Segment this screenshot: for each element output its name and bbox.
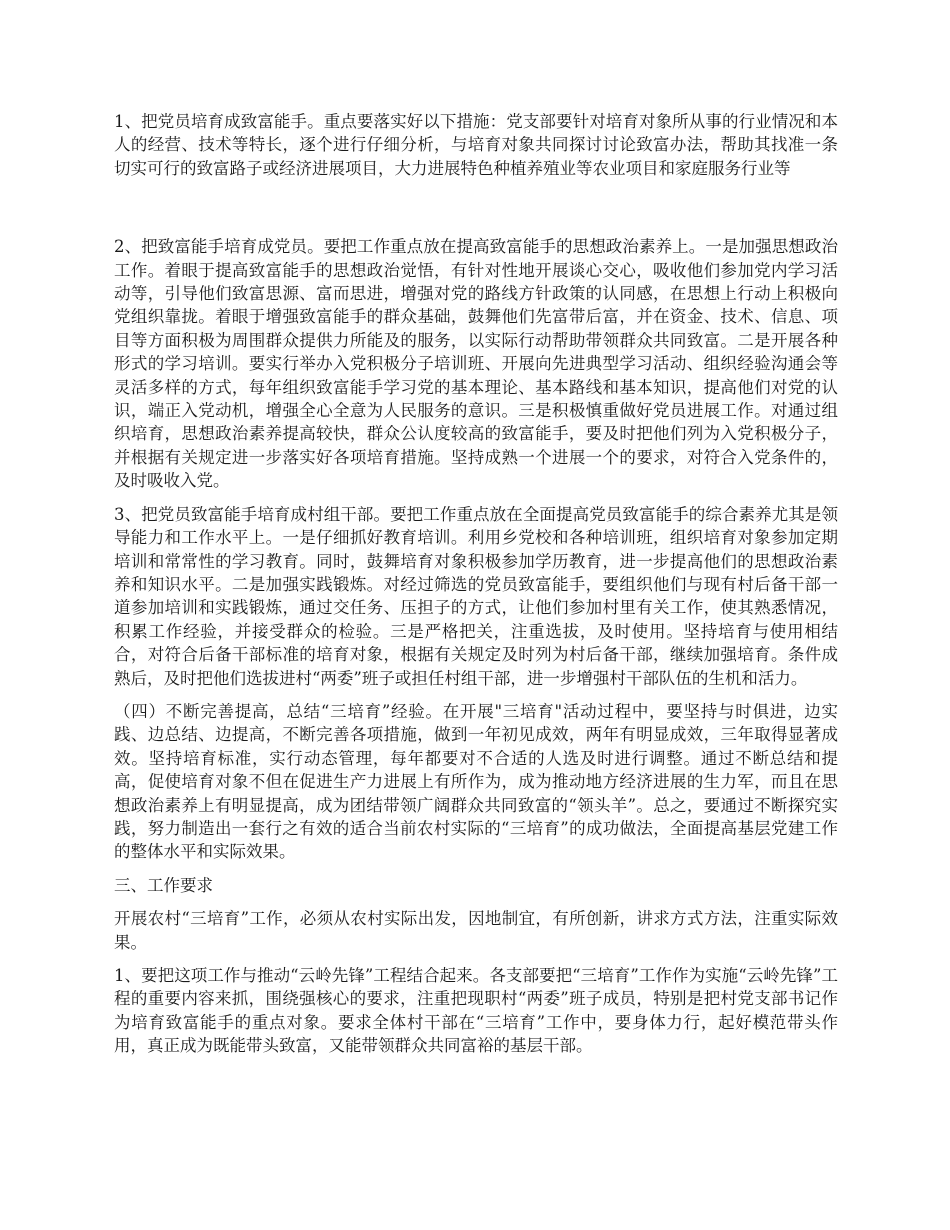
document-page bbox=[114, 110, 838, 1068]
paragraph-cultivate-rich-to-members: 2、把致富能手培育成党员。要把工作重点放在提高致富能手的思想政治素养上。一是加强思想政治工作。着眼于提高致富能手的思想政治觉悟，有针对性地开展谈心交心，吸收他们参加党内学习活动等，引导他们致富思源、富而思进，增强对党的路线方针政策的认同感，在思想上行动上积极向党组织靠拢。着眼于增强致富能手的群众基础，鼓舞他们先富带后富，并在资金、技术、信息、项目等方面积极为周围群众提供力所能及的服务，以实际行动帮助带领群众共同致富。二是开展各种形式的学习培训。要实行举办入党积极分子培训班、开展向先进典型学习活动、组织经验沟通会等灵活多样的方式，每年组织致富能手学习党的基本理论、基本路线和基本知识，提高他们对党的认识，端正入党动机，增强全心全意为人民服务的意识。三是积极慎重做好党员进展工作。对通过组织培育，思想政治素养提高较快，群众公认度较高的致富能手，要及时把他们列为入党积极分子，并根据有关规定进一步落实好各项培育措施。坚持成熟一个进展一个的要求，对符合入党条件的，及时吸收入党。 bbox=[114, 237, 838, 491]
paragraph-summarize-experience: （四）不断完善提高，总结“三培育”经验。在开展"三培育"活动过程中，要坚持与时俱进，边实践、边总结、边提高，不断完善各项措施，做到一年初见成效，两年有明显成效，三年取得显著成效。坚持培育标准，实行动态管理，每年都要对不合适的人选及时进行调整。通过不断总结和提高，促使培育对象不但在促进生产力进展上有所作为，成为推动地方经济进展的生力军，而且在思想政治素养上有明显提高，成为团结带领广阔群众共同致富的“领头羊”。总之，要通过不断探究实践，努力制造出一套行之有效的适合当前农村实际的“三培育”的成功做法，全面提高基层党建工作的整体水平和实际效果。 bbox=[114, 701, 838, 862]
paragraph-cultivate-party-members: 1、把党员培育成致富能手。重点要落实好以下措施：党支部要针对培育对象所从事的行业情况和本人的经营、技术等特长，逐个进行仔细分析，与培育对象共同探讨讨论致富办法，帮助其找准一条切实可行的致富路子或经济进展项目，大力进展特色种植养殖业等农业项目和家庭服务行业等 bbox=[114, 112, 838, 178]
paragraph-cultivate-village-cadres: 3、把党员致富能手培育成村组干部。要把工作重点放在全面提高党员致富能手的综合素养尤其是领导能力和工作水平上。一是仔细抓好教育培训。利用乡党校和各种培训班，组织培育对象参加定期培训和常常性的学习教育。同时，鼓舞培育对象积极参加学历教育，进一步提高他们的思想政治素养和知识水平。二是加强实践锻炼。对经过筛选的党员致富能手，要组织他们与现有村后备干部一道参加培训和实践锻炼，通过交任务、压担子的方式，让他们参加村里有关工作，使其熟悉情况，积累工作经验，并接受群众的检验。三是严格把关，注重选拔，及时使用。坚持培育与使用相结合，对符合后备干部标准的培育对象，根据有关规定及时列为村后备干部，继续加强培育。条件成熟后，及时把他们选拔进村“两委”班子或担任村组干部，进一步增强村干部队伍的生机和活力。 bbox=[114, 504, 838, 688]
paragraph-requirement-one: 1、要把这项工作与推动“云岭先锋”工程结合起来。各支部要把“三培育”工作作为实施“云岭先锋”工程的重要内容来抓，围绕强核心的要求，注重把现职村“两委”班子成员，特别是把村党支部书记作为培育致富能手的重点对象。要求全体村干部在“三培育”工作中，要身体力行，起好模范带头作用，真正成为既能带头致富，又能带领群众共同富裕的基层干部。 bbox=[114, 966, 838, 1056]
section-heading-work-requirements: 三、工作要求 bbox=[114, 875, 213, 895]
paragraph-work-principle: 开展农村“三培育”工作，必须从农村实际出发，因地制宜，有所创新，讲求方式方法，注重实际效果。 bbox=[114, 909, 838, 952]
